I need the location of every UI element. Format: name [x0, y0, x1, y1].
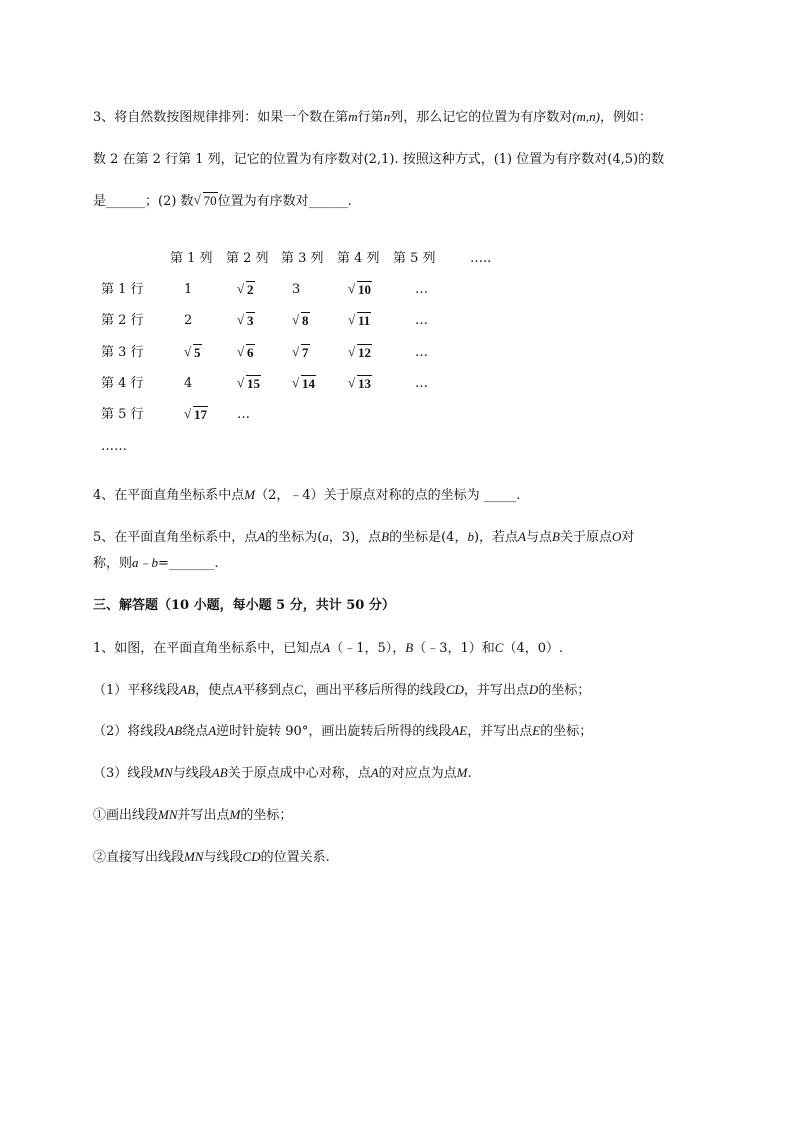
pair-2-1: (2,1) [363, 152, 395, 167]
q3-text: ，例如： [600, 110, 653, 125]
sqrt-value: √ 8 [292, 312, 310, 330]
q3-text: 列，那么记它的位置为有序数对 [390, 110, 573, 125]
col-header: 第 1 列 [170, 251, 213, 266]
col-header: 第 3 列 [281, 251, 324, 266]
sqrt-value: √ 2 [237, 281, 255, 299]
s1-part3: （3）线段MN与线段AB关于原点成中心对称，点A的对应点为点M. [93, 765, 472, 781]
row-header: 第 3 行 [101, 345, 144, 360]
q5-line1: 5、在平面直角坐标系中，点A的坐标为(a，3)，点B的坐标是(4，b)，若点A与点B关于原点O对 [93, 529, 635, 545]
q3-line3 [93, 191, 352, 212]
table-cell [348, 344, 372, 363]
table-cell [237, 312, 255, 331]
table-cell: … [237, 407, 250, 422]
sqrt-value: √ 5 [184, 344, 202, 362]
s1-part2: （2）将线段AB绕点A逆时针旋转 90°，画出旋转后所得的线段AE，并写出点E的坐标； [93, 723, 593, 739]
s1-sub1: ①画出线段MN并写出点M的坐标； [93, 807, 293, 823]
q4-line: 4、在平面直角坐标系中点M（2，﹣4）关于原点对称的点的坐标为 _____. [93, 487, 521, 503]
table-cell [292, 375, 316, 394]
sqrt-value: √ 10 [348, 281, 372, 299]
table-cell [237, 281, 255, 300]
table-cell [184, 344, 202, 363]
section-heading: 三、解答题（10 小题，每小题 5 分，共计 50 分） [93, 598, 395, 613]
table-cell: 2 [184, 313, 193, 328]
table-cell: 3 [292, 282, 301, 297]
q3-text: 数 2 在第 2 行第 1 列，记它的位置为有序数对 [93, 152, 364, 167]
table-cell [184, 406, 208, 425]
var-M: M [244, 487, 256, 502]
pair-4-5: (4,5) [607, 152, 639, 167]
sqrt-value: √ 7 [292, 344, 310, 362]
sqrt-value: √ 14 [292, 375, 316, 393]
table-cell [237, 344, 255, 363]
var-n: n [383, 109, 391, 124]
table-cell [348, 312, 371, 331]
row-header: 第 4 行 [101, 376, 144, 391]
sqrt-value: √ 17 [184, 406, 208, 424]
sqrt-value: √ 12 [348, 344, 372, 362]
pair-mn: (m,n) [572, 109, 600, 124]
table-cell [292, 344, 310, 363]
q5-line2: 称，则a﹣b=_______. [93, 555, 219, 571]
q3-text: 位置为有序数对______. [217, 194, 352, 209]
row-header: 第 5 行 [101, 407, 144, 422]
row-header: 第 1 行 [101, 282, 144, 297]
q3-line1 [93, 107, 652, 128]
q3-text: 行第 [357, 110, 384, 125]
table-cell: … [415, 345, 428, 360]
table-cell [348, 281, 372, 300]
s1-intro: 1、如图，在平面直角坐标系中，已知点A（﹣1，5），B（﹣3，1）和C（4，0）. [93, 640, 564, 656]
table-cell: … [415, 313, 428, 328]
table-cell: … [415, 282, 428, 297]
sqrt-value: √ 15 [237, 375, 261, 393]
sqrt-value: √ 6 [237, 344, 255, 362]
q3-text: 的数 [638, 152, 665, 167]
q3-text: 3、将自然数按图规律排列：如果一个数在第 [93, 110, 349, 125]
q3-line2 [93, 150, 664, 170]
q3-text: 是______；(2) 数 [93, 194, 194, 209]
sqrt-value: √ 13 [348, 375, 372, 393]
q3-text: . 按照这种方式，(1) 位置为有序数对 [394, 152, 608, 167]
col-header: 第 4 列 [337, 251, 380, 266]
sqrt-value: √ 3 [237, 312, 255, 330]
table-cell [237, 375, 261, 394]
sqrt-value: √ 11 [348, 312, 371, 330]
col-header: ….. [470, 251, 492, 266]
col-header: 第 5 列 [393, 251, 436, 266]
table-cell: 4 [184, 376, 193, 391]
table-cell: 1 [184, 282, 193, 297]
sqrt-70: √ 70 [194, 191, 218, 211]
table-cell: … [415, 376, 428, 391]
col-header: 第 2 列 [226, 251, 269, 266]
s1-sub2: ②直接写出线段MN与线段CD的位置关系. [93, 849, 330, 865]
row-header: …… [101, 439, 127, 454]
table-cell [292, 312, 310, 331]
row-header: 第 2 行 [101, 313, 144, 328]
s1-part1: （1）平移线段AB，使点A平移到点C，画出平移后所得的线段CD，并写出点D的坐标； [93, 682, 591, 698]
table-cell [348, 375, 372, 394]
var-m: m [348, 109, 358, 124]
